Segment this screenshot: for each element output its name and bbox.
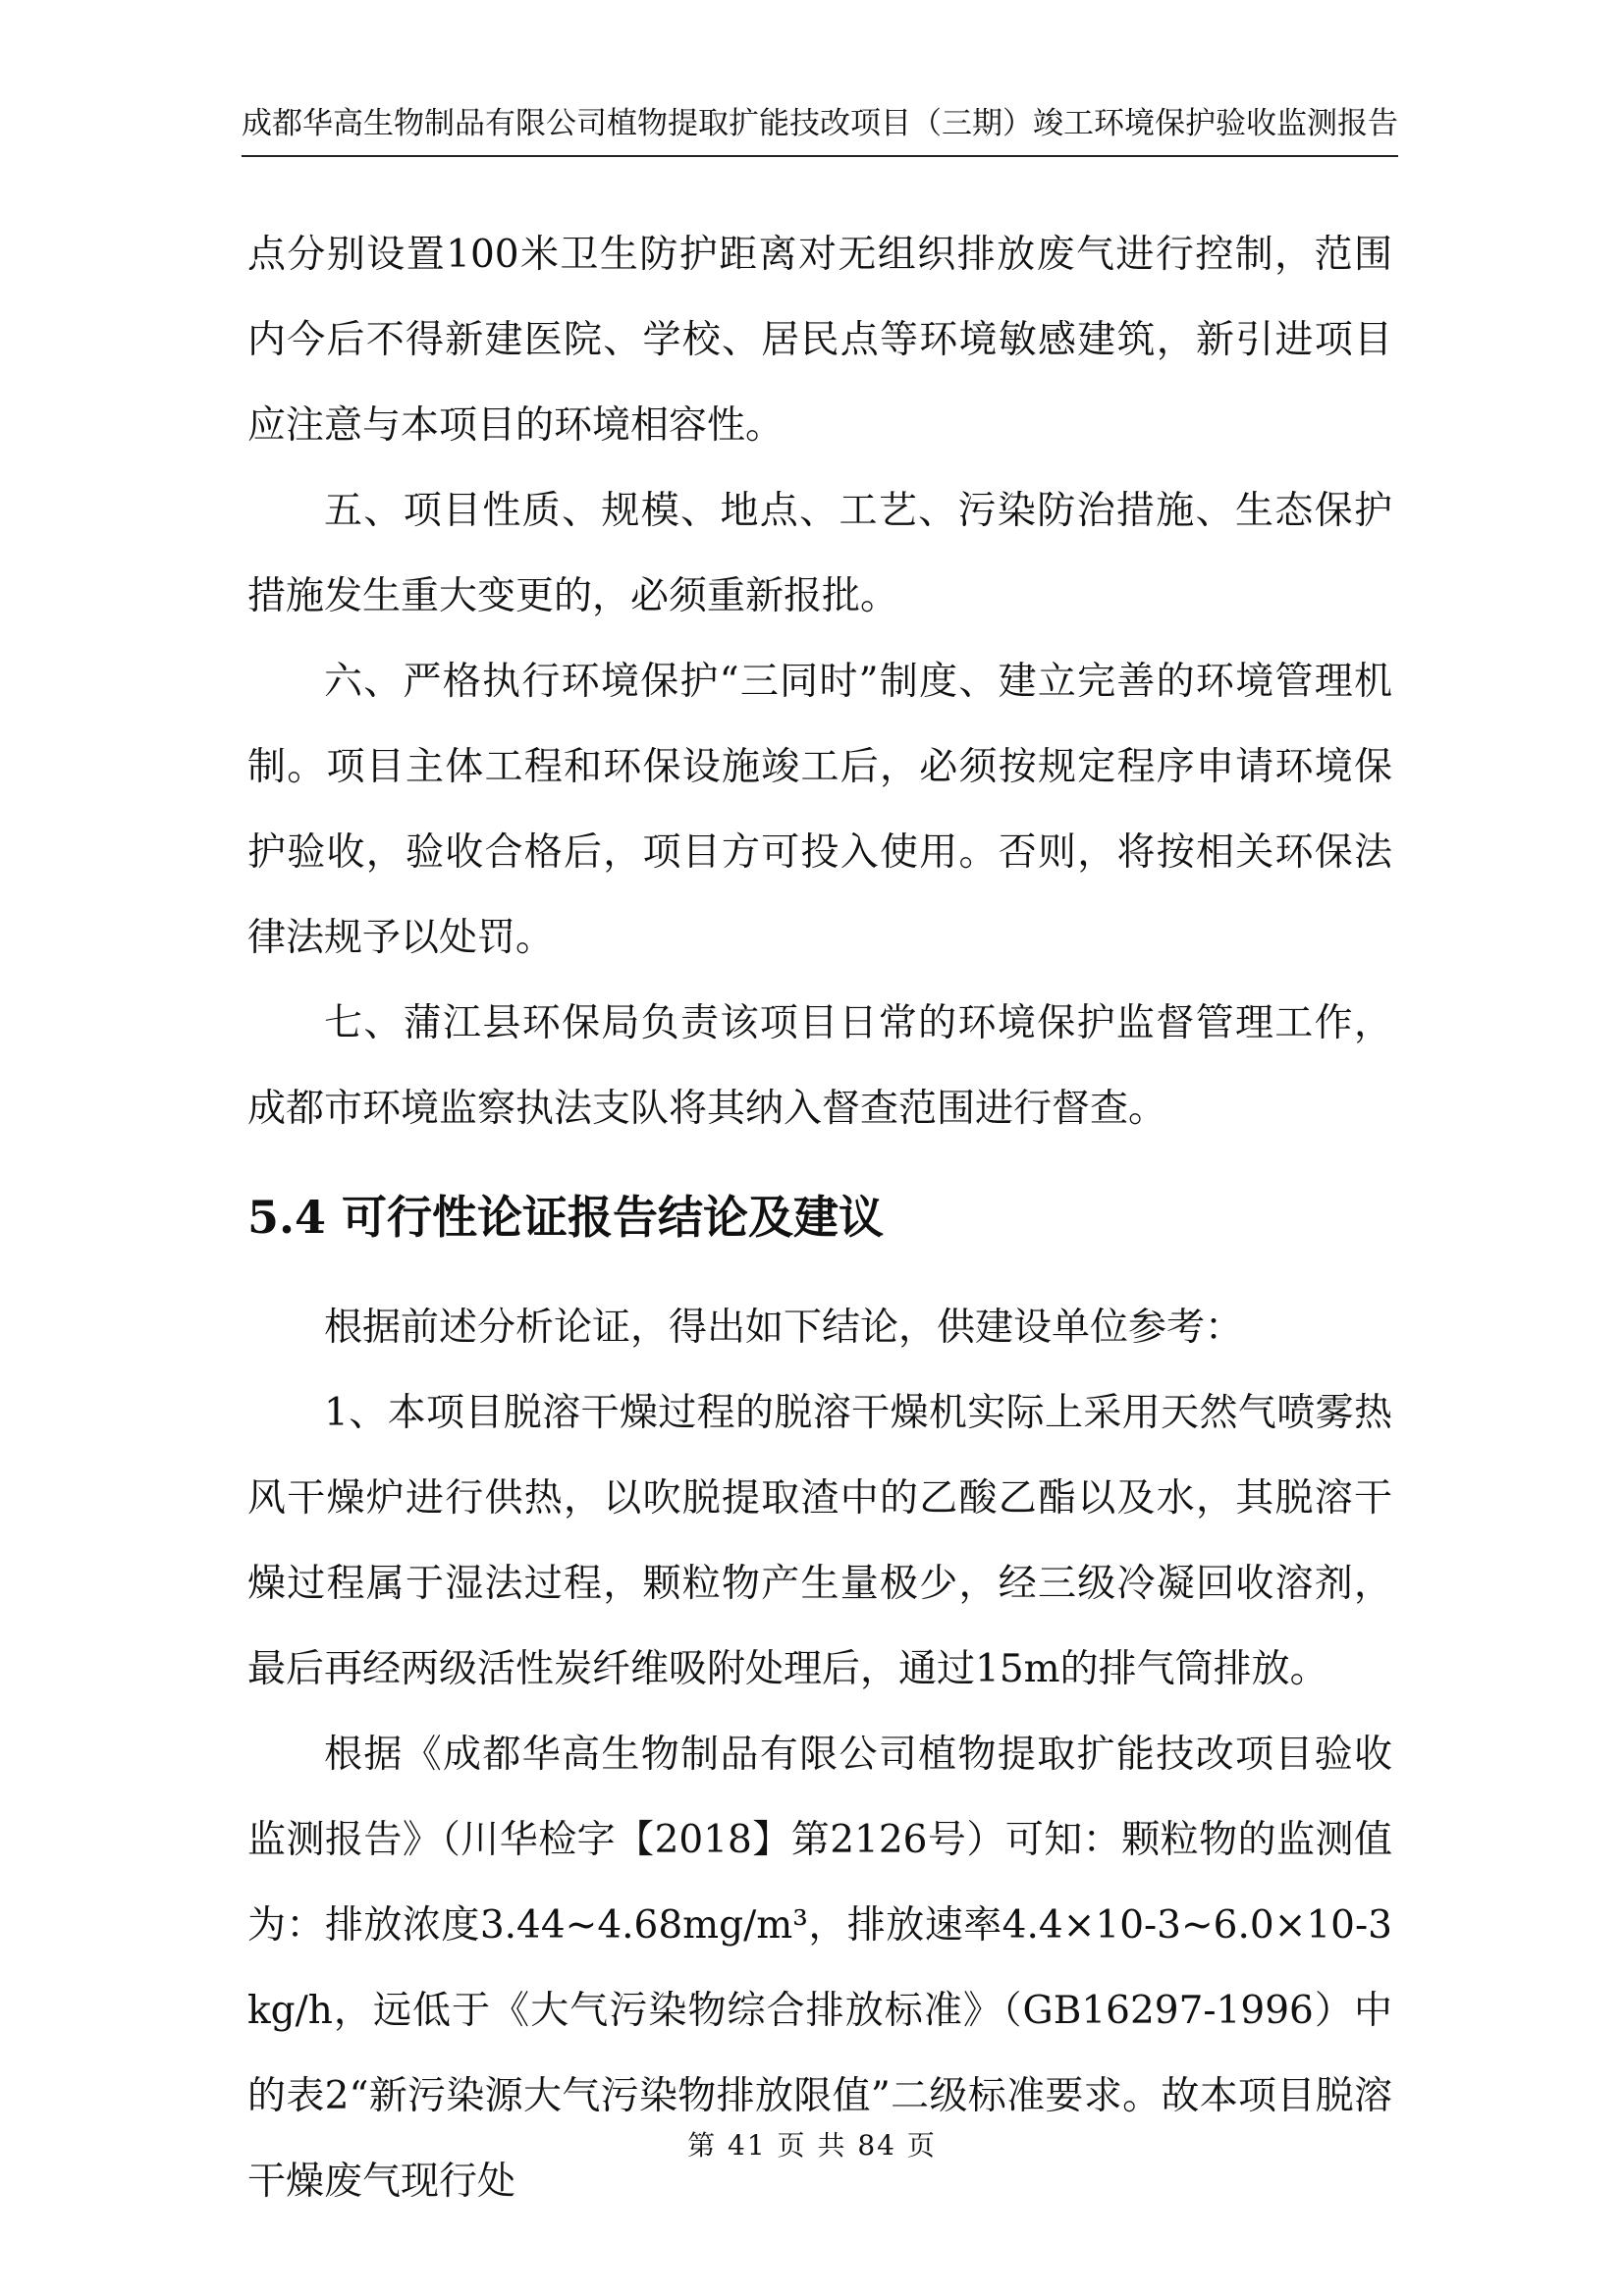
paragraph-continued: 点分别设置100米卫生防护距离对无组织排放废气进行控制，范围内今后不得新建医院、学校、居民点等环境敏感建筑，新引进项目应注意与本项目的环境相容性。 bbox=[247, 233, 1392, 448]
paragraph-item-5: 五、项目性质、规模、地点、工艺、污染防治措施、生态保护措施发生重大变更的，必须重新报批。 bbox=[247, 489, 1392, 618]
paragraph-intro: 根据前述分析论证，得出如下结论，供建设单位参考： bbox=[324, 1306, 1244, 1350]
page-body bbox=[247, 212, 1392, 2224]
paragraph-item-6: 六、严格执行环境保护“三同时”制度、建立完善的环境管理机制。项目主体工程和环保设施竣工后，必须按规定程序申请环境保护验收，验收合格后，项目方可投入使用。否则，将按相关环保法律法规予以处罚。 bbox=[247, 660, 1392, 960]
paragraph-conclusion-1: 1、本项目脱溶干燥过程的脱溶干燥机实际上采用天然气喷雾热风干燥炉进行供热，以吹脱提取渣中的乙酸乙酯以及水，其脱溶干燥过程属于湿法过程，颗粒物产生量极少，经三级冷凝回收溶剂，最后再经两级活性炭纤维吸附处理后，通过15m的排气筒排放。 bbox=[247, 1391, 1392, 1691]
section-heading: 5.4 可行性论证报告结论及建议 bbox=[247, 1191, 885, 1244]
page-header bbox=[242, 102, 1398, 157]
report-title: 成都华高生物制品有限公司植物提取扩能技改项目（三期）竣工环境保护验收监测报告 bbox=[242, 106, 1398, 141]
paragraph-item-7: 七、蒲江县环保局负责该项目日常的环境保护监督管理工作，成都市环境监察执法支队将其纳入督查范围进行督查。 bbox=[247, 1001, 1392, 1131]
page-number-footer: 第 41 页 共 84 页 bbox=[687, 2129, 937, 2162]
paragraph-monitoring-result: 根据《成都华高生物制品有限公司植物提取扩能技改项目验收监测报告》（川华检字【2018】第2126号）可知：颗粒物的监测值为：排放浓度3.44~4.68mg/m³，排放速率4.4×10-3~6.0×10-3kg/h，远低于《大气污染物综合排放标准》（GB16297-1996）中的表2“新污染源大气污染物排放限值”二级标准要求。故本项目脱溶干燥废气现行处 bbox=[247, 1733, 1392, 2204]
